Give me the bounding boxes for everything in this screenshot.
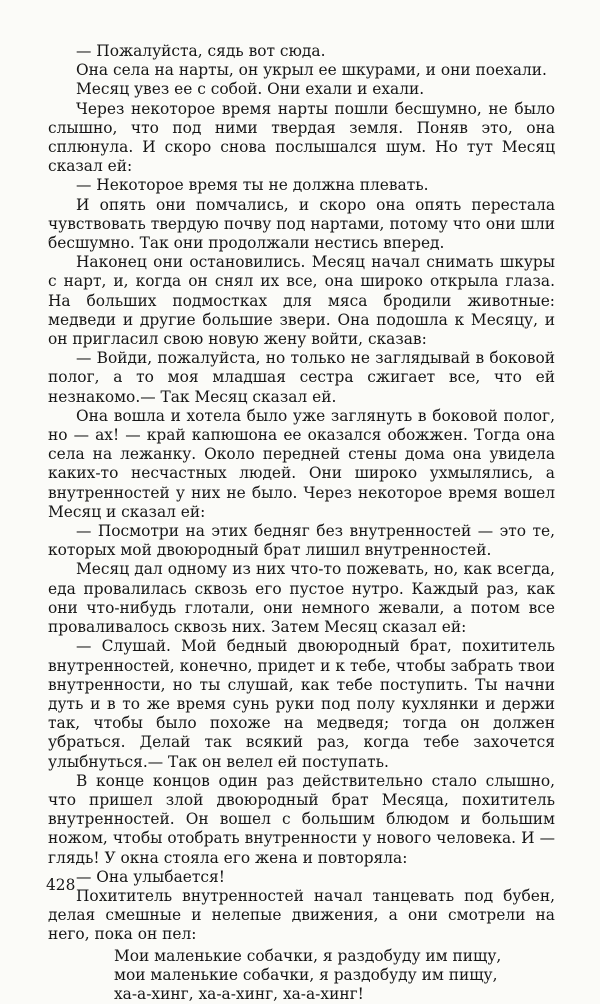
song-verse xyxy=(114,947,555,1004)
song-line: Мои маленькие собачки, я раздобуду им пищу, xyxy=(114,946,502,965)
paragraph: Через некоторое время нарты пошли бесшумно, не было слышно, что под ними твердая земля. Поняв это, она сплюнула. И скоро снова послышался шум. Но тут Месяц сказал ей: xyxy=(48,99,555,176)
paragraph: Месяц увез ее с собой. Они ехали и ехали. xyxy=(76,80,425,99)
paragraph: И опять они помчались, и скоро она опять перестала чувствовать твердую почву под нартами, потому что они шли бесшумно. Так они продолжали нестись вперед. xyxy=(48,195,555,253)
paragraph: — Она улыбается! xyxy=(76,867,225,886)
paragraph: Она села на нарты, он укрыл ее шкурами, и они поехали. xyxy=(76,61,547,80)
paragraph: Наконец они остановились. Месяц начал снимать шкуры с нарт, и, когда он снял их все, она широко открыла глаза. На больших подмостках для мяса бродили животные: медведи и другие большие звери. Она подошла к Месяцу, и он пригласил свою новую жену войти, сказав: xyxy=(48,253,555,349)
paragraph: — Посмотри на этих бедняг без внутренностей — это те, которых мой двоюродный брат лишил внутренностей. xyxy=(48,522,555,560)
song-line: мои маленькие собачки, я раздобуду им пищу, xyxy=(114,965,498,984)
paragraph: Месяц дал одному из них что-то пожевать, но, как всегда, еда провалилась сквозь его пустое нутро. Каждый раз, как они что-нибудь глотали, они немного жевали, а потом все проваливалось сквозь них. Затем Месяц сказал ей: xyxy=(48,560,555,637)
paragraph: — Пожалуйста, сядь вот сюда. xyxy=(76,42,326,60)
paragraph: — Войди, пожалуйста, но только не заглядывай в боковой полог, а то моя младшая сестра сжигает все, что ей незнакомо.— Так Месяц сказал ей. xyxy=(48,349,555,406)
song-line: ха-а-хинг, ха-а-хинг, ха-а-хинг! xyxy=(114,984,364,1003)
paragraph: — Слушай. Мой бедный двоюродный брат, похититель внутренностей, конечно, придет и к тебе, чтобы забрать твои внутренности, но ты слушай, как тебе поступить. Ты начни дуть и в то же время сунь руки под полу кухлянки и держи так, чтобы было похоже на медведя; тогда он должен убраться. Делай так всякий раз, когда тебе захочется улыбнуться.— Так он велел ей поступать. xyxy=(48,637,555,771)
paragraph: Похититель внутренностей начал танцевать под бубен, делая смешные и нелепые движения, а они смотрели на него, пока он пел: xyxy=(48,886,555,944)
paragraph: В конце концов один раз действительно стало слышно, что пришел злой двоюродный брат Месяца, похититель внутренностей. Он вошел с большим блюдом и большим ножом, чтобы отобрать внутренности у нового человека. И — глядь! У окна стояла его жена и повторяла: xyxy=(48,771,555,867)
page-body xyxy=(48,42,555,1004)
paragraph: Она вошла и хотела было уже заглянуть в боковой полог, но — ах! — край капюшона ее оказался обожжен. Тогда она села на лежанку. Около передней стены дома она увидела каких-то несчастных людей. Они широко ухмылялись, а внутренностей у них не было. Через некоторое время вошел Месяц и сказал ей: xyxy=(48,406,555,521)
page-number: 428 xyxy=(46,876,76,894)
paragraph: — Некоторое время ты не должна плевать. xyxy=(76,176,429,195)
